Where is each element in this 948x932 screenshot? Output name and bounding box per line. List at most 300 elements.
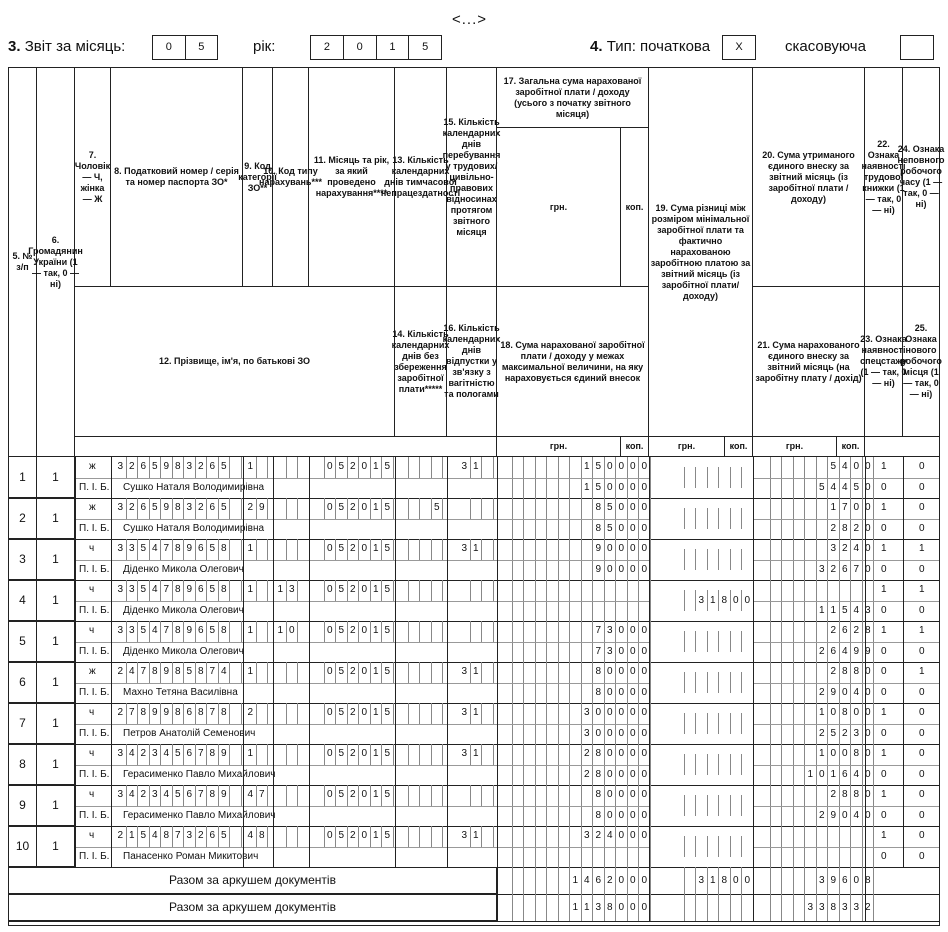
sum18-digit: 1	[582, 478, 594, 499]
total17-digit	[547, 894, 559, 921]
sum19-digit	[673, 713, 685, 734]
days13-digit	[409, 457, 421, 478]
sum21-digit: 0	[863, 806, 875, 827]
report-year-field[interactable]	[310, 35, 442, 60]
tax-digit: 2	[138, 785, 150, 806]
sum19-digit	[731, 672, 743, 693]
days13-digit	[409, 539, 421, 560]
col-line	[497, 457, 498, 867]
sum20-digit: 0	[851, 498, 863, 519]
sum21-digit	[840, 847, 852, 868]
full-name: Петров Анатолій Семенович	[123, 727, 256, 739]
sum21-digit: 4	[840, 642, 852, 663]
sum20-digit	[759, 539, 771, 560]
sum20-digit	[782, 621, 794, 642]
sum17-digit	[582, 498, 594, 519]
sum18-digit	[582, 601, 594, 622]
flag25: 0	[919, 645, 925, 657]
month-year-digit: 5	[382, 662, 394, 683]
col-header-17-kop: коп.	[621, 128, 649, 287]
sum17-digit	[547, 744, 559, 765]
sum17-digit: 1	[582, 457, 594, 478]
sum18-digit	[524, 560, 536, 581]
tax-digit: 5	[173, 785, 185, 806]
tax-digit	[230, 826, 242, 847]
days15-digit: 3	[459, 826, 471, 847]
sum20-digit: 1	[828, 498, 840, 519]
sum18-digit	[559, 519, 571, 540]
row-mid-line	[753, 847, 939, 848]
sum21-digit	[771, 642, 783, 663]
tax-digit: 5	[150, 457, 162, 478]
tax-digit: 2	[127, 457, 139, 478]
days13-digit	[397, 539, 409, 560]
sum18-digit	[524, 642, 536, 663]
tax-digit: 7	[138, 662, 150, 683]
sum21-digit	[805, 560, 817, 581]
flag25: 0	[919, 481, 925, 493]
tax-digit: 8	[150, 662, 162, 683]
month-year-digit: 5	[382, 703, 394, 724]
flag24: 0	[919, 789, 925, 800]
sum19-digit	[696, 508, 708, 529]
days13-digit	[420, 662, 432, 683]
total17-digit: 1	[570, 894, 582, 921]
total20-digit	[782, 867, 794, 894]
sum21-digit: 2	[851, 519, 863, 540]
sum18-digit	[593, 847, 605, 868]
sum21-digit	[759, 765, 771, 786]
sum18-digit	[513, 724, 525, 745]
sum20-digit	[759, 703, 771, 724]
tax-digit: 6	[207, 457, 219, 478]
full-name: Панасенко Роман Микитович	[123, 850, 259, 862]
col-header-16: 16. Кількість календарних днів відпустки у зв'язку з вагітністю та пологами	[447, 287, 497, 437]
sum18-digit	[605, 847, 617, 868]
sum18-digit: 0	[616, 806, 628, 827]
row-number: 6	[9, 662, 37, 703]
pib-label: П. І. Б.	[79, 604, 110, 616]
sum21-digit	[759, 847, 771, 868]
sum18-digit	[570, 724, 582, 745]
sum21-digit: 0	[863, 519, 875, 540]
tax-digit: 3	[115, 744, 127, 765]
sum18-digit	[616, 847, 628, 868]
sum17-digit	[524, 785, 536, 806]
sum19-digit	[731, 754, 743, 775]
sum18-digit: 0	[605, 765, 617, 786]
tax-digit: 8	[196, 703, 208, 724]
days13-digit	[409, 744, 421, 765]
flag22: 1	[881, 789, 887, 800]
sum18-digit	[547, 642, 559, 663]
charge-type-digit	[287, 498, 299, 519]
days15-digit	[471, 621, 483, 642]
sum17-digit	[547, 498, 559, 519]
sum19-digit: 8	[719, 590, 731, 611]
month-year-digit: 1	[371, 621, 383, 642]
days13-digit	[432, 744, 444, 765]
sum17-digit: 3	[582, 703, 594, 724]
sum18-digit	[559, 683, 571, 704]
flag23: 0	[881, 809, 887, 821]
sum20-digit: 8	[851, 785, 863, 806]
sum18-digit	[547, 806, 559, 827]
month-year-digit: 5	[336, 826, 348, 847]
unit-kop-19: коп.	[725, 437, 753, 457]
sum18-digit	[559, 847, 571, 868]
flag23: 0	[881, 563, 887, 575]
col-line	[753, 457, 754, 867]
sum21-digit	[782, 765, 794, 786]
sum19-digit	[685, 467, 697, 488]
sum18-digit	[524, 478, 536, 499]
category-digit: 8	[257, 826, 269, 847]
sum19-digit	[708, 836, 720, 857]
sum17-digit	[547, 785, 559, 806]
total19-digit	[685, 867, 697, 894]
total17-digit: 3	[593, 894, 605, 921]
sum17-digit: 0	[616, 826, 628, 847]
sum19-digit	[708, 754, 720, 775]
sum20-digit	[771, 662, 783, 683]
sum17-digit	[524, 457, 536, 478]
sum19-digit	[731, 549, 743, 570]
sum19-digit	[685, 549, 697, 570]
charge-type-digit	[275, 498, 287, 519]
sum20-digit	[782, 785, 794, 806]
sum20-digit: 0	[851, 703, 863, 724]
tax-digit: 5	[138, 826, 150, 847]
tax-digit: 7	[196, 744, 208, 765]
sum17-digit	[524, 703, 536, 724]
sum20-digit: 0	[828, 744, 840, 765]
sum17-digit	[513, 744, 525, 765]
sum19-digit	[719, 508, 731, 529]
sum19-digit	[742, 672, 754, 693]
sum17-digit: 0	[628, 785, 640, 806]
sum18-digit	[536, 724, 548, 745]
sum20-digit	[782, 498, 794, 519]
tax-digit: 9	[150, 703, 162, 724]
days15-digit	[482, 662, 494, 683]
sum18-digit	[513, 642, 525, 663]
sum18-digit	[570, 478, 582, 499]
sum19-digit: 1	[708, 590, 720, 611]
sum17-digit	[513, 457, 525, 478]
flag23: 0	[881, 604, 887, 616]
sum17-digit	[593, 580, 605, 601]
days13-digit	[432, 703, 444, 724]
sum17-digit: 0	[616, 457, 628, 478]
sum21-digit: 5	[840, 601, 852, 622]
days13-digit	[409, 826, 421, 847]
flag25: 0	[919, 686, 925, 698]
total17-digit: 0	[628, 867, 640, 894]
days13-digit	[397, 826, 409, 847]
col-header-12: 12. Прізвище, ім'я, по батькові ЗО	[75, 287, 395, 437]
flag25: 0	[919, 809, 925, 821]
days13-digit	[409, 580, 421, 601]
sum21-digit	[794, 601, 806, 622]
days15-digit	[459, 621, 471, 642]
sum20-digit: 0	[863, 539, 875, 560]
sum19-digit	[673, 631, 685, 652]
charge-type-digit	[298, 580, 310, 601]
total17-digit	[501, 894, 513, 921]
tax-digit: 5	[173, 744, 185, 765]
sex-value: ч	[89, 789, 95, 800]
col-header-10: 10. Код типу нарахувань***	[273, 68, 309, 287]
charge-type-digit	[298, 621, 310, 642]
sum20-digit: 8	[840, 785, 852, 806]
category-digit: 4	[245, 826, 257, 847]
sum17-digit	[536, 457, 548, 478]
charge-type-digit	[287, 703, 299, 724]
sum19-digit	[731, 836, 743, 857]
totals-label: Разом за аркушем документів	[9, 894, 497, 921]
col-header-9: 9. Код категорії ЗО**	[243, 68, 273, 287]
col-header-23: 23. Ознака наявності спецстажу (1 — так, 0 — ні)	[865, 287, 903, 437]
sum21-digit: 9	[851, 642, 863, 663]
days13-digit	[420, 539, 432, 560]
tax-digit	[230, 621, 242, 642]
month-year-digit	[313, 826, 325, 847]
total17-digit	[559, 867, 571, 894]
sum19-digit	[708, 631, 720, 652]
flag22: 1	[881, 830, 887, 841]
sum19-digit	[673, 672, 685, 693]
year-digit: 1	[377, 36, 410, 59]
sum17-digit: 3	[582, 826, 594, 847]
sum17-digit: 0	[639, 785, 651, 806]
sum17-digit	[582, 539, 594, 560]
charge-type-digit	[275, 785, 287, 806]
month-year-digit: 5	[336, 662, 348, 683]
charge-type-digit	[275, 744, 287, 765]
sum18-digit	[536, 683, 548, 704]
sum21-digit	[794, 806, 806, 827]
sum17-digit	[501, 539, 513, 560]
sum19-digit	[742, 549, 754, 570]
tax-digit: 8	[161, 826, 173, 847]
col-header-13: 13. Кількість календарних днів тимчасової непрацездатності	[395, 68, 447, 287]
sum17-digit: 8	[593, 662, 605, 683]
tax-digit: 9	[161, 703, 173, 724]
sum18-digit	[547, 519, 559, 540]
sum20-digit	[771, 457, 783, 478]
sum21-digit	[817, 519, 829, 540]
tax-digit	[230, 457, 242, 478]
tax-digit: 6	[196, 539, 208, 560]
total19-digit: 1	[708, 867, 720, 894]
tax-digit: 6	[184, 744, 196, 765]
flag24: 0	[919, 830, 925, 841]
tax-digit: 2	[115, 826, 127, 847]
sum18-digit	[547, 847, 559, 868]
sum17-digit: 5	[593, 457, 605, 478]
days15-digit	[482, 621, 494, 642]
sum20-digit	[794, 580, 806, 601]
category-digit: 1	[245, 662, 257, 683]
initial-type-checkbox[interactable]	[722, 35, 756, 60]
tax-digit: 8	[207, 785, 219, 806]
category-digit: 1	[245, 457, 257, 478]
flag24: 0	[919, 707, 925, 718]
sum17-digit: 0	[639, 826, 651, 847]
sum18-digit	[501, 642, 513, 663]
sum21-digit	[817, 847, 829, 868]
sum21-digit	[782, 642, 794, 663]
month-year-digit: 1	[371, 457, 383, 478]
sum20-digit: 0	[863, 662, 875, 683]
cancel-mark	[901, 36, 933, 59]
total17-digit	[513, 867, 525, 894]
month-year-digit	[313, 785, 325, 806]
sum17-digit: 0	[628, 744, 640, 765]
sum17-digit	[559, 621, 571, 642]
sum18-digit	[536, 478, 548, 499]
col-line	[497, 867, 498, 921]
charge-type-digit	[275, 539, 287, 560]
total17-digit: 0	[639, 894, 651, 921]
sum17-digit: 0	[605, 662, 617, 683]
sum19-digit	[719, 795, 731, 816]
category-digit	[257, 662, 269, 683]
tax-digit: 8	[173, 457, 185, 478]
report-month-field[interactable]	[152, 35, 218, 60]
tax-digit: 4	[161, 785, 173, 806]
tax-digit: 8	[219, 703, 231, 724]
total17-digit	[524, 894, 536, 921]
sum21-digit: 0	[863, 478, 875, 499]
sum20-digit: 2	[828, 662, 840, 683]
sum18-digit	[524, 847, 536, 868]
sum18-digit	[559, 806, 571, 827]
days15-digit: 1	[471, 539, 483, 560]
sum20-digit	[817, 539, 829, 560]
sum18-digit	[559, 765, 571, 786]
sum19-digit	[719, 672, 731, 693]
sum18-digit	[513, 847, 525, 868]
tax-digit: 2	[196, 457, 208, 478]
month-year-digit: 1	[371, 539, 383, 560]
sum20-digit	[771, 621, 783, 642]
sum21-digit	[782, 847, 794, 868]
unit-grn-18: грн.	[497, 437, 621, 457]
col-header-21: 21. Сума нарахованого єдиного внеску за звітний місяць (на заробітну плату / дохід)	[753, 287, 865, 437]
sum20-digit: 1	[817, 744, 829, 765]
sum17-digit: 3	[605, 621, 617, 642]
sum20-digit	[840, 580, 852, 601]
sum18-digit	[501, 683, 513, 704]
month-year-digit: 5	[336, 744, 348, 765]
days13-digit	[420, 621, 432, 642]
sum20-digit	[817, 826, 829, 847]
tax-digit: 2	[196, 498, 208, 519]
sum17-digit	[513, 703, 525, 724]
sum19-digit	[685, 836, 697, 857]
sum21-digit	[771, 724, 783, 745]
days15-digit	[482, 498, 494, 519]
month-year-digit: 2	[348, 744, 360, 765]
tax-digit: 5	[207, 621, 219, 642]
sum20-digit	[794, 744, 806, 765]
total20-digit	[771, 894, 783, 921]
days15-digit	[482, 744, 494, 765]
row-mid-line	[753, 683, 939, 684]
tax-digit: 8	[173, 580, 185, 601]
flag22: 1	[881, 748, 887, 759]
sum18-digit	[628, 847, 640, 868]
sum17-digit	[501, 703, 513, 724]
sum21-digit	[771, 806, 783, 827]
sum17-digit: 0	[628, 539, 640, 560]
cancel-type-label: скасовуюча	[785, 38, 866, 55]
sum17-digit: 5	[605, 498, 617, 519]
sum20-digit	[759, 498, 771, 519]
sum17-digit	[570, 703, 582, 724]
sum20-digit	[805, 580, 817, 601]
tax-digit: 7	[161, 580, 173, 601]
sum20-digit: 8	[840, 703, 852, 724]
sum19-digit	[673, 549, 685, 570]
tax-digit: 6	[207, 826, 219, 847]
days15-digit	[459, 580, 471, 601]
sum17-digit	[501, 457, 513, 478]
charge-type-digit	[287, 785, 299, 806]
sum19-digit	[685, 795, 697, 816]
sum20-digit	[851, 826, 863, 847]
col-header-11: 11. Місяць та рік, за який проведено нарахування****	[309, 68, 395, 287]
month-year-digit: 5	[336, 580, 348, 601]
sum17-digit	[501, 621, 513, 642]
sum19-digit	[696, 631, 708, 652]
col-line	[111, 457, 112, 867]
sum19-digit	[719, 754, 731, 775]
sum20-digit	[759, 785, 771, 806]
sum19-digit	[708, 795, 720, 816]
flag22: 1	[881, 625, 887, 636]
cancel-type-checkbox[interactable]	[900, 35, 934, 60]
col-line	[753, 867, 754, 921]
sum17-digit: 0	[628, 703, 640, 724]
sum19-digit	[696, 549, 708, 570]
col-line	[395, 457, 396, 867]
row-mid-line	[75, 601, 649, 602]
days15-digit: 1	[471, 662, 483, 683]
total17-digit: 2	[605, 867, 617, 894]
tax-digit: 9	[219, 744, 231, 765]
sum19-digit	[719, 467, 731, 488]
tax-digit: 3	[150, 744, 162, 765]
sum19-digit	[731, 795, 743, 816]
unit-kop-20: коп.	[837, 437, 865, 457]
sum18-digit: 0	[628, 642, 640, 663]
sum17-digit	[582, 621, 594, 642]
row-mid-line	[75, 806, 649, 807]
sum20-digit	[771, 539, 783, 560]
sum17-digit	[628, 580, 640, 601]
total17-digit: 0	[628, 894, 640, 921]
total20-digit	[794, 867, 806, 894]
sum21-digit: 2	[828, 560, 840, 581]
col-line	[243, 457, 244, 867]
total20-digit: 2	[863, 894, 875, 921]
month-year-digit: 0	[359, 580, 371, 601]
sum17-digit: 0	[605, 539, 617, 560]
sum19-digit	[673, 836, 685, 857]
